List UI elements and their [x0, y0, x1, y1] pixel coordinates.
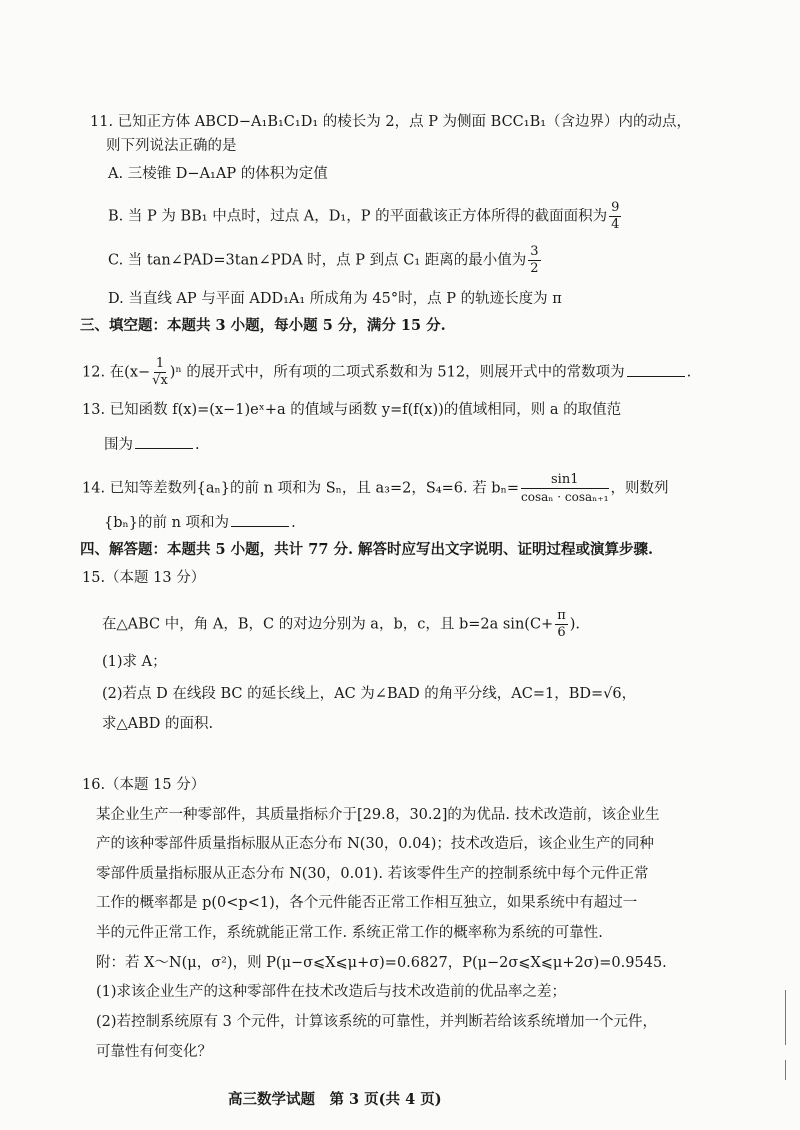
fraction — [609, 200, 621, 233]
scan-edge-line — [785, 1060, 786, 1080]
answer-blank[interactable] — [231, 512, 289, 527]
scan-edge-line — [785, 990, 786, 1045]
q11-option-c — [108, 244, 543, 277]
q16-line: 某企业生产一种零部件，其质量指标介于[29.8，30.2]的为优品. 技术改造前，该企业生 — [96, 807, 660, 823]
fraction — [521, 472, 609, 505]
q11-option-a: A. 三棱锥 D−A₁AP 的体积为定值 — [108, 166, 328, 182]
q16-heading: 16.（本题 15 分） — [82, 777, 206, 793]
q15-stem-text: 在△ABC 中，角 A，B，C 的对边分别为 a，b，c，且 b=2a sin(C+ — [102, 616, 554, 633]
q13-line1: 13. 已知函数 f(x)=(x−1)eˣ+a 的值域与函数 y=f(f(x))的值域相同，则 a 的取值范 — [82, 402, 622, 418]
q11-option-c-text: C. 当 tan∠PAD=3tan∠PDA 时，点 P 到点 C₁ 距离的最小值为 — [108, 252, 527, 269]
section-4-heading: 四、解答题：本题共 5 小题，共计 77 分. 解答时应写出文字说明、证明过程或演算步骤. — [80, 541, 654, 558]
denominator: 2 — [530, 261, 539, 276]
q16-line: 工作的概率都是 p(0<p<1)，各个元件能否正常工作相互独立，如果系统中有超过一 — [96, 895, 638, 911]
q14-text-post: ，则数列 — [610, 480, 669, 497]
denominator: 6 — [557, 625, 566, 640]
q14-line1 — [82, 472, 669, 505]
q15-stem-end: ). — [569, 616, 581, 633]
q16-line: 半的元件正常工作，系统就能正常工作. 系统正常工作的概率称为系统的可靠性. — [96, 925, 603, 941]
denominator: cosaₙ · cosaₙ₊₁ — [521, 490, 609, 504]
fraction — [528, 244, 540, 277]
q11-option-d: D. 当直线 AP 与平面 ADD₁A₁ 所成角为 45°时，点 P 的轨迹长度为 π — [108, 291, 562, 307]
q11-option-b — [108, 200, 623, 233]
q11-option-b-text: B. 当 P 为 BB₁ 中点时，过点 A，D₁，P 的平面截该正方体所得的截面面积为 — [108, 208, 608, 225]
answer-blank[interactable] — [135, 434, 193, 449]
q14-end: . — [291, 515, 296, 531]
q11-stem-line1: 11. 已知正方体 ABCD−A₁B₁C₁D₁ 的棱长为 2，点 P 为侧面 BCC₁B₁（含边界）内的动点， — [90, 114, 692, 130]
q15-heading: 15.（本题 13 分） — [82, 570, 206, 586]
q13-text: 围为 — [104, 437, 133, 453]
numerator: 1 — [155, 356, 165, 371]
q15-part2: (2)若点 D 在线段 BC 的延长线上，AC 为∠BAD 的角平分线，AC=1，BD=√6， — [102, 686, 637, 702]
q16-part1: (1)求该企业生产的这种零部件在技术改造后与技术改造前的优品率之差； — [96, 984, 567, 1000]
q16-appendix: 附：若 X～N(μ，σ²)，则 P(μ−σ⩽X⩽μ+σ)=0.6827，P(μ−2σ⩽X⩽μ+2σ)=0.9545. — [96, 955, 667, 971]
q16-part2: (2)若控制系统原有 3 个元件，计算该系统的可靠性，并判断若给该系统增加一个元件， — [96, 1014, 657, 1030]
q13-end: . — [195, 437, 200, 453]
denominator: 4 — [611, 217, 620, 232]
q13-line2 — [104, 434, 200, 455]
numerator: sin1 — [521, 472, 608, 489]
q15-part1: (1)求 A； — [102, 654, 167, 670]
q12-text-post: )ⁿ 的展开式中，所有项的二项式系数和为 512，则展开式中的常数项为 — [169, 364, 625, 381]
q16-part2-line2: 可靠性有何变化？ — [96, 1044, 212, 1060]
q12 — [82, 356, 691, 389]
q12-text-pre: 12. 在(x− — [82, 364, 151, 381]
q11-stem-line2: 则下列说法正确的是 — [106, 138, 237, 154]
q14-text-pre: 14. 已知等差数列{aₙ}的前 n 项和为 Sₙ，且 a₃=2，S₄=6. 若 bₙ= — [82, 480, 520, 497]
q16-line: 产的该种零部件质量指标服从正态分布 N(30，0.04)；技术改造后，该企业生产的同种 — [96, 836, 654, 852]
q14-line2 — [104, 512, 296, 533]
denominator: √x — [152, 373, 168, 388]
numerator: π — [557, 608, 566, 623]
q12-end: . — [686, 364, 692, 381]
page-footer: 高三数学试题 第 3 页(共 4 页) — [228, 1091, 442, 1108]
fraction — [152, 356, 168, 389]
q16-line: 零部件质量指标服从正态分布 N(30，0.01). 若该零件生产的控制系统中每个元件正常 — [96, 866, 649, 882]
q15-stem — [102, 608, 580, 641]
numerator: 9 — [611, 200, 620, 215]
answer-blank[interactable] — [627, 362, 685, 377]
q14-text: {bₙ}的前 n 项和为 — [104, 515, 230, 531]
q15-part2-line2: 求△ABD 的面积. — [102, 716, 214, 732]
fraction — [555, 608, 568, 641]
section-3-heading: 三、填空题：本题共 3 小题，每小题 5 分，满分 15 分. — [80, 317, 446, 334]
numerator: 3 — [530, 244, 539, 259]
